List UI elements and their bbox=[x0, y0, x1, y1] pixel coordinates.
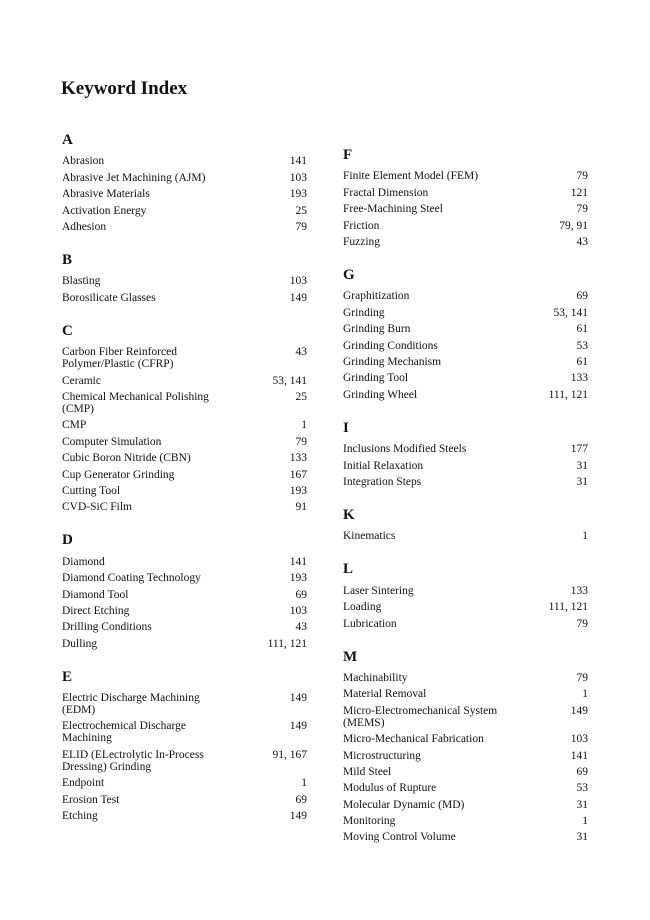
index-entry bbox=[343, 234, 588, 250]
index-entry bbox=[343, 780, 588, 796]
entry-term: Abrasive Jet Machining (AJM) bbox=[62, 171, 206, 184]
entry-term: Chemical Mechanical Polishing (CMP) bbox=[62, 391, 209, 416]
section-letter: D bbox=[62, 532, 73, 549]
entry-term: Endpoint bbox=[62, 777, 105, 790]
entry-pages: 31 bbox=[576, 831, 588, 844]
entry-term: Blasting bbox=[62, 275, 101, 288]
index-entry bbox=[343, 474, 588, 490]
index-entry bbox=[343, 731, 588, 747]
index-entry bbox=[343, 217, 588, 233]
index-entry bbox=[62, 202, 307, 218]
entry-term: Micro-Electromechanical System (MEMS) bbox=[343, 704, 498, 729]
entry-term: Free-Machining Steel bbox=[343, 203, 443, 216]
entry-term: Grinding Tool bbox=[343, 372, 409, 385]
entry-pages: 193 bbox=[289, 572, 307, 585]
index-section-g bbox=[343, 265, 588, 403]
entry-term: Laser Sintering bbox=[343, 584, 414, 597]
index-entry bbox=[343, 387, 588, 403]
entry-pages: 79 bbox=[295, 220, 307, 233]
entry-pages: 1 bbox=[582, 688, 588, 701]
entry-term: Carbon Fiber Reinforced Polymer/Plastic (CFRP) bbox=[62, 346, 177, 371]
entry-pages: 149 bbox=[289, 720, 307, 733]
index-entry bbox=[343, 370, 588, 386]
entry-term: Moving Control Volume bbox=[343, 831, 456, 844]
entry-pages: 1 bbox=[301, 419, 307, 432]
index-entry bbox=[62, 775, 307, 791]
index-entry bbox=[343, 354, 588, 370]
index-entry bbox=[62, 389, 307, 417]
entry-term: Electric Discharge Machining (EDM) bbox=[62, 692, 200, 717]
index-entry bbox=[343, 813, 588, 829]
entry-term: Cutting Tool bbox=[62, 484, 121, 497]
index-entry bbox=[62, 434, 307, 450]
index-entry bbox=[343, 288, 588, 304]
entry-term: Cup Generator Grinding bbox=[62, 468, 175, 481]
index-section-m bbox=[343, 647, 588, 846]
index-entry bbox=[62, 186, 307, 202]
index-entry bbox=[343, 201, 588, 217]
entry-pages: 111, 121 bbox=[548, 601, 588, 614]
entry-pages: 193 bbox=[289, 188, 307, 201]
entry-term: Monitoring bbox=[343, 815, 396, 828]
index-entry bbox=[62, 499, 307, 515]
index-entry bbox=[343, 305, 588, 321]
entry-pages: 79 bbox=[576, 672, 588, 685]
entry-pages: 61 bbox=[576, 323, 588, 336]
entry-term: Adhesion bbox=[62, 220, 107, 233]
entry-pages: 1 bbox=[301, 777, 307, 790]
section-letter: C bbox=[62, 322, 73, 339]
index-section-a bbox=[62, 130, 307, 235]
entry-pages: 133 bbox=[570, 584, 588, 597]
entry-term: Loading bbox=[343, 601, 382, 614]
entry-pages: 111, 121 bbox=[267, 637, 307, 650]
entry-pages: 141 bbox=[570, 749, 588, 762]
entry-pages: 149 bbox=[289, 809, 307, 822]
index-entry bbox=[343, 670, 588, 686]
entry-pages: 43 bbox=[295, 346, 307, 359]
entry-pages: 25 bbox=[295, 391, 307, 404]
entry-term: Lubrication bbox=[343, 617, 397, 630]
entry-pages: 133 bbox=[570, 372, 588, 385]
entry-pages: 149 bbox=[289, 291, 307, 304]
entry-pages: 53 bbox=[576, 782, 588, 795]
entry-term: Mild Steel bbox=[343, 765, 392, 778]
entry-pages: 53 bbox=[576, 339, 588, 352]
index-entry bbox=[343, 583, 588, 599]
index-section-b bbox=[62, 250, 307, 306]
entry-pages: 25 bbox=[295, 204, 307, 217]
index-entry bbox=[343, 686, 588, 702]
index-entry bbox=[343, 321, 588, 337]
entry-pages: 149 bbox=[570, 704, 588, 717]
entry-pages: 177 bbox=[570, 443, 588, 456]
entry-term: Electrochemical Discharge Machining bbox=[62, 720, 186, 745]
entry-term: Abrasion bbox=[62, 155, 105, 168]
section-letter: B bbox=[62, 251, 73, 268]
entry-term: Finite Element Model (FEM) bbox=[343, 170, 479, 183]
entry-term: Activation Energy bbox=[62, 204, 147, 217]
entry-pages: 193 bbox=[289, 484, 307, 497]
index-entry bbox=[62, 718, 307, 746]
entry-pages: 149 bbox=[289, 692, 307, 705]
entry-term: Integration Steps bbox=[343, 475, 422, 488]
index-entry bbox=[343, 747, 588, 763]
entry-pages: 53, 141 bbox=[272, 374, 307, 387]
entry-term: Erosion Test bbox=[62, 793, 120, 806]
entry-term: Borosilicate Glasses bbox=[62, 291, 156, 304]
entry-term: Grinding bbox=[343, 306, 385, 319]
section-letter: E bbox=[62, 668, 73, 685]
section-letter: G bbox=[343, 266, 355, 283]
entry-term: ELID (ELectrolytic In-Process Dressing) Grinding bbox=[62, 748, 204, 773]
entry-pages: 79 bbox=[295, 435, 307, 448]
index-entry bbox=[62, 170, 307, 186]
index-entry bbox=[343, 797, 588, 813]
index-entry bbox=[343, 829, 588, 845]
entry-term: Grinding Burn bbox=[343, 323, 411, 336]
entry-term: Abrasive Materials bbox=[62, 188, 150, 201]
section-letter: L bbox=[343, 561, 354, 578]
entry-pages: 79, 91 bbox=[559, 219, 588, 232]
entry-pages: 103 bbox=[289, 604, 307, 617]
entry-term: Grinding Wheel bbox=[343, 388, 418, 401]
entry-pages: 141 bbox=[289, 555, 307, 568]
entry-term: Material Removal bbox=[343, 688, 427, 701]
index-entry bbox=[62, 791, 307, 807]
entry-term: Friction bbox=[343, 219, 380, 232]
index-entry bbox=[343, 185, 588, 201]
entry-term: Modulus of Rupture bbox=[343, 782, 437, 795]
entry-term: Microstructuring bbox=[343, 749, 421, 762]
section-letter: I bbox=[343, 419, 349, 436]
entry-pages: 43 bbox=[295, 621, 307, 634]
index-entry bbox=[343, 703, 588, 731]
entry-pages: 69 bbox=[295, 793, 307, 806]
entry-term: Computer Simulation bbox=[62, 435, 162, 448]
entry-pages: 103 bbox=[289, 171, 307, 184]
index-entry bbox=[62, 619, 307, 635]
entry-term: Dulling bbox=[62, 637, 98, 650]
index-entry bbox=[62, 635, 307, 651]
index-entry bbox=[62, 690, 307, 718]
entry-term: Graphitization bbox=[343, 290, 410, 303]
entry-pages: 31 bbox=[576, 459, 588, 472]
index-entry bbox=[62, 554, 307, 570]
entry-pages: 1 bbox=[582, 815, 588, 828]
entry-pages: 79 bbox=[576, 203, 588, 216]
page-title: Keyword Index bbox=[61, 78, 188, 99]
entry-term: Initial Relaxation bbox=[343, 459, 424, 472]
entry-term: CMP bbox=[62, 419, 87, 432]
entry-pages: 69 bbox=[576, 290, 588, 303]
index-entry bbox=[62, 450, 307, 466]
index-entry bbox=[343, 441, 588, 457]
index-entry bbox=[343, 764, 588, 780]
index-entry bbox=[62, 586, 307, 602]
entry-pages: 61 bbox=[576, 355, 588, 368]
entry-pages: 91 bbox=[295, 501, 307, 514]
index-section-e bbox=[62, 667, 307, 825]
index-column-right bbox=[343, 145, 588, 860]
index-section-l bbox=[343, 559, 588, 631]
index-entry bbox=[62, 290, 307, 306]
index-entry bbox=[343, 337, 588, 353]
entry-pages: 111, 121 bbox=[548, 388, 588, 401]
entry-pages: 167 bbox=[289, 468, 307, 481]
entry-pages: 79 bbox=[576, 617, 588, 630]
index-entry bbox=[62, 603, 307, 619]
entry-term: Inclusions Modified Steels bbox=[343, 443, 467, 456]
index-entry bbox=[62, 747, 307, 775]
entry-term: Diamond Coating Technology bbox=[62, 572, 201, 585]
index-column-left bbox=[62, 130, 307, 839]
entry-pages: 31 bbox=[576, 798, 588, 811]
index-section-f bbox=[343, 145, 588, 250]
index-section-d bbox=[62, 530, 307, 652]
entry-term: Fractal Dimension bbox=[343, 186, 429, 199]
entry-pages: 121 bbox=[570, 186, 588, 199]
entry-term: Kinematics bbox=[343, 530, 396, 543]
section-letter: A bbox=[62, 132, 73, 148]
index-entry bbox=[343, 457, 588, 473]
entry-term: Grinding Conditions bbox=[343, 339, 438, 352]
entry-term: Diamond Tool bbox=[62, 588, 129, 601]
entry-term: Direct Etching bbox=[62, 604, 130, 617]
entry-pages: 43 bbox=[576, 235, 588, 248]
entry-pages: 69 bbox=[295, 588, 307, 601]
entry-term: Etching bbox=[62, 809, 98, 822]
index-entry bbox=[62, 570, 307, 586]
index-entry bbox=[62, 219, 307, 235]
index-entry bbox=[343, 599, 588, 615]
entry-pages: 31 bbox=[576, 475, 588, 488]
entry-term: Diamond bbox=[62, 555, 105, 568]
index-entry bbox=[62, 466, 307, 482]
index-section-i bbox=[343, 418, 588, 490]
entry-pages: 133 bbox=[289, 452, 307, 465]
entry-term: CVD-SiC Film bbox=[62, 501, 132, 514]
entry-term: Micro-Mechanical Fabrication bbox=[343, 733, 484, 746]
index-entry bbox=[62, 372, 307, 388]
index-entry bbox=[343, 528, 588, 544]
index-entry bbox=[343, 168, 588, 184]
index-section-c bbox=[62, 321, 307, 516]
entry-pages: 79 bbox=[576, 170, 588, 183]
index-entry bbox=[62, 483, 307, 499]
entry-term: Ceramic bbox=[62, 374, 101, 387]
entry-term: Fuzzing bbox=[343, 235, 381, 248]
entry-pages: 103 bbox=[289, 275, 307, 288]
index-entry bbox=[62, 153, 307, 169]
index-entry bbox=[62, 273, 307, 289]
index-section-k bbox=[343, 505, 588, 545]
section-letter: K bbox=[343, 506, 355, 523]
entry-pages: 91, 167 bbox=[272, 748, 307, 761]
index-entry bbox=[343, 615, 588, 631]
entry-term: Molecular Dynamic (MD) bbox=[343, 798, 465, 811]
section-letter: M bbox=[343, 648, 358, 665]
entry-term: Grinding Mechanism bbox=[343, 355, 442, 368]
entry-pages: 141 bbox=[289, 155, 307, 168]
entry-pages: 69 bbox=[576, 765, 588, 778]
entry-pages: 103 bbox=[570, 733, 588, 746]
entry-pages: 1 bbox=[582, 530, 588, 543]
index-entry bbox=[62, 417, 307, 433]
entry-term: Machinability bbox=[343, 672, 408, 685]
index-entry bbox=[62, 808, 307, 824]
index-entry bbox=[62, 344, 307, 372]
entry-term: Drilling Conditions bbox=[62, 621, 152, 634]
entry-term: Cubic Boron Nitride (CBN) bbox=[62, 452, 191, 465]
section-letter: F bbox=[343, 147, 353, 163]
entry-pages: 53, 141 bbox=[553, 306, 588, 319]
